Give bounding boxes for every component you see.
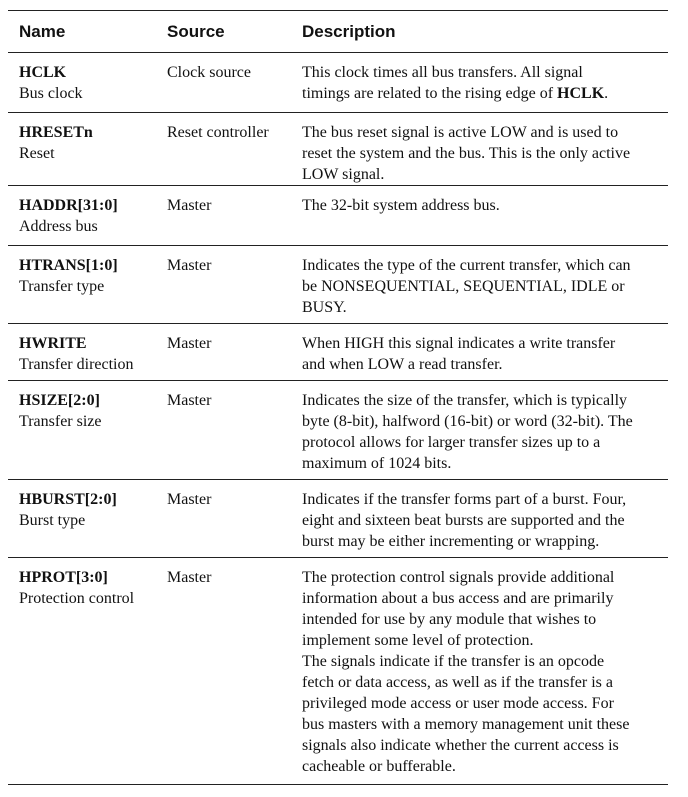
- signal-name: HSIZE[2:0]: [19, 392, 100, 409]
- header-description: Description: [302, 22, 396, 41]
- name-cell: [19, 62, 83, 104]
- description-line: Indicates if the transfer forms part of a burst. Four,: [302, 491, 627, 508]
- header-source: Source: [167, 22, 225, 41]
- description-line: maximum of 1024 bits.: [302, 455, 452, 472]
- name-cell: [19, 390, 102, 432]
- description-line: implement some level of protection.: [302, 632, 534, 649]
- source-cell: Master: [167, 569, 212, 586]
- signal-name: HWRITE: [19, 335, 87, 352]
- signal-label: Bus clock: [19, 85, 83, 102]
- description-cell: [302, 122, 630, 185]
- description-line: fetch or data access, as well as if the transfer is a: [302, 674, 613, 691]
- description-line: privileged mode access or user mode access. For: [302, 695, 614, 712]
- name-cell: [19, 489, 117, 531]
- description-cell: [302, 390, 633, 474]
- source-cell: Master: [167, 491, 212, 508]
- description-line: The signals indicate if the transfer is an opcode: [302, 653, 605, 670]
- name-cell: [19, 333, 134, 375]
- signal-ref: HCLK: [557, 85, 605, 102]
- description-cell: [302, 489, 626, 552]
- description-line: Indicates the type of the current transfer, which can: [302, 257, 631, 274]
- table-row: [8, 113, 668, 186]
- description-line: LOW signal.: [302, 166, 385, 183]
- description-line: and when LOW a read transfer.: [302, 356, 503, 373]
- description-cell: [302, 62, 608, 104]
- description-line: Indicates the size of the transfer, which is typically: [302, 392, 628, 409]
- name-cell: [19, 567, 134, 609]
- signal-name: HPROT[3:0]: [19, 569, 108, 586]
- description-line: information about a bus access and are primarily: [302, 590, 614, 607]
- description-line: signals also indicate whether the current access is: [302, 737, 619, 754]
- description-cell: [302, 255, 631, 318]
- source-cell: Master: [167, 392, 212, 409]
- description-cell: [302, 333, 615, 375]
- source-cell: Master: [167, 197, 212, 214]
- source-cell: Master: [167, 257, 212, 274]
- signal-table: [8, 10, 668, 785]
- table-row: [8, 246, 668, 324]
- signal-name: HTRANS[1:0]: [19, 257, 118, 274]
- signal-label: Transfer direction: [19, 356, 134, 373]
- description-line: The protection control signals provide additional: [302, 569, 615, 586]
- description-line: When HIGH this signal indicates a write transfer: [302, 335, 616, 352]
- description-line: eight and sixteen beat bursts are supported and the: [302, 512, 625, 529]
- table-row: [8, 186, 668, 246]
- signal-name: HADDR[31:0]: [19, 197, 118, 214]
- description-line: BUSY.: [302, 299, 347, 316]
- table-row: [8, 480, 668, 558]
- description-line: be NONSEQUENTIAL, SEQUENTIAL, IDLE or: [302, 278, 625, 295]
- description-line: protocol allows for larger transfer sizes up to a: [302, 434, 601, 451]
- signal-label: Transfer size: [19, 413, 102, 430]
- name-cell: [19, 195, 118, 237]
- signal-label: Reset: [19, 145, 55, 162]
- description-cell: [302, 195, 500, 216]
- description-line: This clock times all bus transfers. All signal: [302, 64, 583, 81]
- signal-label: Address bus: [19, 218, 98, 235]
- table-header: [8, 10, 668, 53]
- description-line: bus masters with a memory management unit these: [302, 716, 630, 733]
- description-cell: [302, 567, 629, 777]
- signal-name: HCLK: [19, 64, 67, 81]
- signal-label: Protection control: [19, 590, 135, 607]
- table-row: [8, 53, 668, 113]
- description-line: timings are related to the rising edge of HCLK.: [302, 85, 609, 102]
- description-line: cacheable or bufferable.: [302, 758, 456, 775]
- description-line: byte (8-bit), halfword (16-bit) or word (32-bit). The: [302, 413, 633, 430]
- signal-label: Transfer type: [19, 278, 105, 295]
- description-line: The bus reset signal is active LOW and is used to: [302, 124, 619, 141]
- name-cell: [19, 255, 118, 297]
- description-line: intended for use by any module that wishes to: [302, 611, 597, 628]
- header-name: Name: [19, 22, 66, 41]
- signal-name: HBURST[2:0]: [19, 491, 117, 508]
- signal-name: HRESETn: [19, 124, 93, 141]
- table-row: [8, 324, 668, 381]
- description-line: burst may be either incrementing or wrapping.: [302, 533, 600, 550]
- source-cell: Reset controller: [167, 124, 269, 141]
- description-line: The 32-bit system address bus.: [302, 197, 500, 214]
- name-cell: [19, 122, 93, 164]
- source-cell: Master: [167, 335, 212, 352]
- signal-label: Burst type: [19, 512, 86, 529]
- description-line: reset the system and the bus. This is the only active: [302, 145, 631, 162]
- table-row: [8, 381, 668, 480]
- table-row: [8, 558, 668, 785]
- source-cell: Clock source: [167, 64, 251, 81]
